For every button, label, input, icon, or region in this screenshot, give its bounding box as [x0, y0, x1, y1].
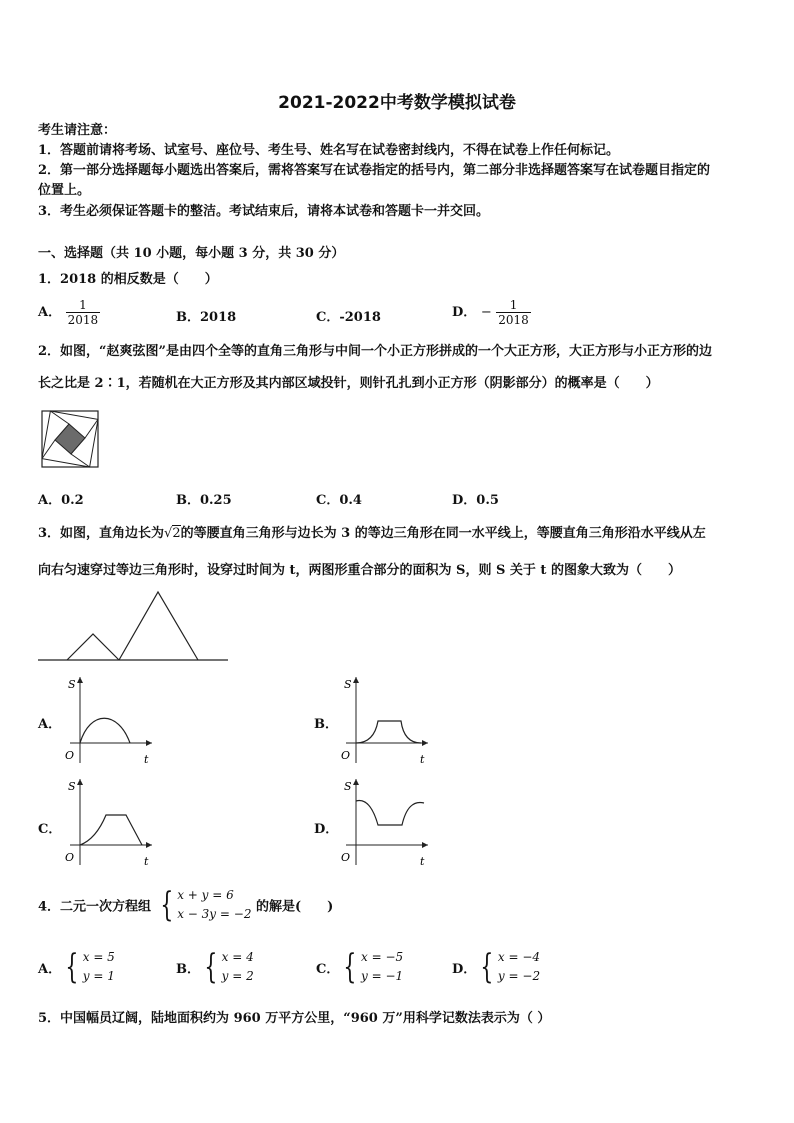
sqrt-symbol: √2: [164, 526, 181, 541]
option-a-label: A．: [38, 305, 62, 320]
svg-text:t: t: [144, 753, 149, 766]
q2-option-d[interactable]: D．0.5: [452, 493, 499, 508]
brace-icon: {: [204, 947, 218, 987]
notice-item-1: 1．答题前请将考场、试室号、座位号、考生号、姓名写在试卷密封线内，不得在试卷上作任何标记。: [38, 143, 620, 158]
page-title: 2021-2022中考数学模拟试卷: [278, 93, 516, 113]
svg-text:S: S: [344, 780, 352, 793]
q2-option-c[interactable]: C．0.4: [316, 493, 362, 508]
svg-text:O: O: [65, 851, 75, 864]
svg-text:O: O: [65, 749, 75, 762]
zhao-shuang-figure: [41, 410, 99, 468]
notice-item-3: 3．考生必须保证答题卡的整洁。考试结束后，请将本试卷和答题卡一并交回。: [38, 204, 490, 219]
q1-option-a[interactable]: [38, 298, 100, 327]
graph-b: [336, 675, 431, 767]
svg-text:t: t: [420, 753, 425, 766]
svg-text:S: S: [68, 678, 76, 691]
svg-text:O: O: [341, 749, 351, 762]
q2-stem-line2: 长之比是 2∶1，若随机在大正方形及其内部区域投针，则针孔扎到小正方形（阴影部分）的概率是（ ）: [38, 376, 659, 391]
svg-text:t: t: [420, 855, 425, 868]
q4-option-b[interactable]: B． { x = 4 y = 2: [176, 947, 254, 987]
q2-stem-line1: 2．如图，“赵爽弦图”是由四个全等的直角三角形与中间一个小正方形拼成的一个大正方形，大正方形与小正方形的边: [38, 344, 713, 359]
minus-sign: −: [480, 305, 492, 320]
q1-option-b[interactable]: B．2018: [176, 310, 237, 325]
q4-stem: 4．二元一次方程组 { x + y = 6 x − 3y = −2 的解是( ): [38, 885, 334, 925]
graph-c: [60, 777, 155, 869]
svg-text:S: S: [68, 780, 76, 793]
q4-option-c[interactable]: C． { x = −5 y = −1: [316, 947, 404, 987]
svg-text:S: S: [344, 678, 352, 691]
notice-item-2-cont: 位置上。: [38, 183, 91, 198]
triangles-figure: [38, 586, 228, 664]
q1-option-d[interactable]: [452, 298, 531, 327]
fraction: $\frac{1}{2018}$: [67, 298, 99, 327]
q5-stem: 5．中国幅员辽阔，陆地面积约为 960 万平方公里，“960 万”用科学记数法表示为（ ）: [38, 1011, 551, 1026]
q2-option-b[interactable]: B．0.25: [176, 493, 232, 508]
q3-option-b[interactable]: B．: [314, 717, 338, 732]
notice-heading: 考生请注意：: [38, 123, 117, 138]
graph-a: [60, 675, 155, 767]
q4-option-d[interactable]: D． { x = −4 y = −2: [452, 947, 541, 987]
fraction: $\frac{1}{2018}$: [498, 298, 529, 327]
q3-stem-line1: 3．如图，直角边长为√2的等腰直角三角形与边长为 3 的等边三角形在同一水平线上，等腰直角三角形沿水平线从左: [38, 526, 706, 541]
brace-icon: {: [65, 947, 79, 987]
q1-stem: 1．2018 的相反数是（ ）: [38, 272, 218, 287]
q1-option-c[interactable]: C．-2018: [316, 310, 381, 325]
q4-option-a[interactable]: A． { x = 5 y = 1: [38, 947, 115, 987]
option-d-label: D．: [452, 305, 477, 320]
graph-d: [336, 777, 431, 869]
q3-option-c[interactable]: C．: [38, 822, 62, 837]
notice-item-2: 2．第一部分选择题每小题选出答案后，需将答案写在试卷指定的括号内，第二部分非选择题答案写在试卷题目指定的: [38, 163, 711, 178]
equation-system: { x + y = 6 x − 3y = −2: [159, 885, 252, 925]
svg-text:O: O: [341, 851, 351, 864]
svg-text:t: t: [144, 855, 149, 868]
brace-icon: {: [343, 947, 357, 987]
section-heading: 一、选择题（共 10 小题，每小题 3 分，共 30 分）: [38, 246, 345, 261]
q3-option-d[interactable]: D．: [314, 822, 339, 837]
brace-icon: {: [480, 947, 494, 987]
q2-option-a[interactable]: A．0.2: [38, 493, 84, 508]
q3-option-a[interactable]: A．: [38, 717, 62, 732]
brace-icon: {: [159, 885, 173, 925]
q3-stem-line2: 向右匀速穿过等边三角形时，设穿过时间为 t，两图形重合部分的面积为 S，则 S 关于 t 的图象大致为（ ）: [38, 563, 681, 578]
